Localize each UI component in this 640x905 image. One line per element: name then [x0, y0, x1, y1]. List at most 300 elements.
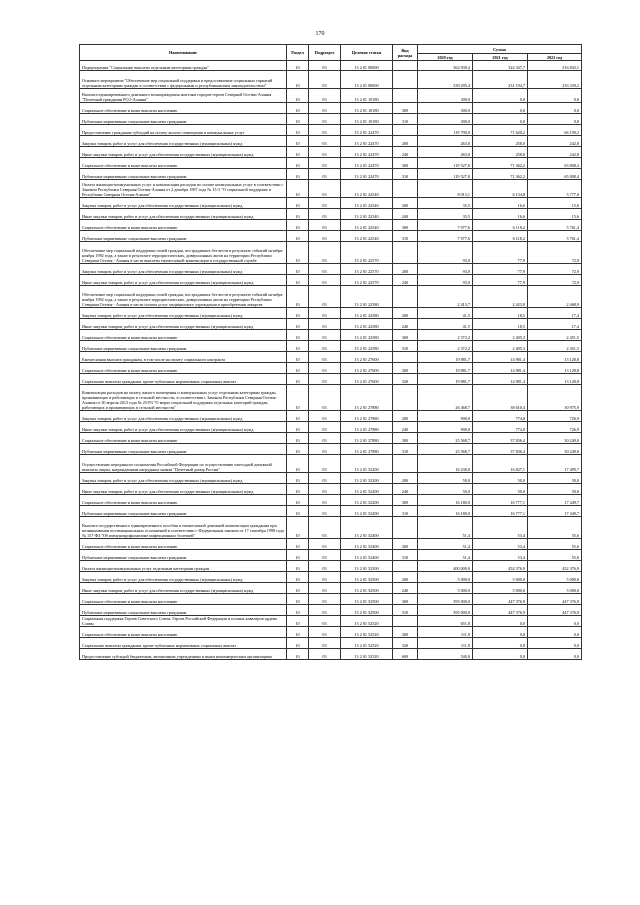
- row-sum-2022: 0,0: [528, 114, 582, 125]
- row-vr: [393, 125, 418, 136]
- table-row: [80, 147, 582, 158]
- row-sum-2021: 14 981,4: [473, 352, 528, 363]
- col-header-name: Наименование: [80, 45, 287, 61]
- row-csr: 13 2 01 22470: [341, 147, 393, 158]
- row-razdel: 10: [287, 583, 309, 594]
- col-header-2021: 2021 год: [473, 54, 528, 61]
- row-sum-2021: 447 376,9: [473, 594, 528, 605]
- row-sum-2021: 0,0: [473, 649, 528, 660]
- row-sum-2022: 50,0: [528, 484, 582, 495]
- row-vr: [393, 89, 418, 103]
- row-sum-2021: 38 610,4: [473, 385, 528, 411]
- table-row: [80, 455, 582, 473]
- row-sum-2021: 16 777,1: [473, 495, 528, 506]
- row-sum-2020: 5 000,0: [418, 583, 473, 594]
- row-vr: 300: [393, 363, 418, 374]
- row-vr: 310: [393, 605, 418, 616]
- row-razdel: 10: [287, 594, 309, 605]
- row-sum-2021: 324 347,7: [473, 61, 528, 71]
- col-header-razdel: Раздел: [287, 45, 309, 61]
- row-name: Социальное обеспечение и иные выплаты населению: [80, 330, 287, 341]
- row-sum-2020: 119 527,0: [418, 158, 473, 169]
- row-sum-2020: 395 000,0: [418, 594, 473, 605]
- table-row: [80, 422, 582, 433]
- row-csr: 13 2 01 52500: [341, 561, 393, 572]
- row-sum-2021: 71 362,2: [473, 158, 528, 169]
- row-vr: [393, 616, 418, 627]
- col-header-2020: 2020 год: [418, 54, 473, 61]
- row-name: Оплата жилищно-коммунальных услуг и компенсация расходов по оплате коммунальных услуг в соответствии с Законом Республики Северная Осетия-Алания от 2 декабря 1997 года № 15-3 "О социальной поддержке в Республике Северная Осетия-Алания": [80, 180, 287, 198]
- row-csr: 13 2 01 52400: [341, 539, 393, 550]
- row-podrazdel: 03: [309, 517, 341, 539]
- row-sum-2022: 50,0: [528, 473, 582, 484]
- row-sum-2022: 0,0: [528, 649, 582, 660]
- table-row: [80, 341, 582, 352]
- row-razdel: 10: [287, 572, 309, 583]
- table-row: [80, 242, 582, 264]
- table-row: [80, 627, 582, 638]
- row-sum-2020: 50,0: [418, 473, 473, 484]
- table-row: [80, 61, 582, 71]
- row-podrazdel: 03: [309, 627, 341, 638]
- row-sum-2020: 26 468,7: [418, 385, 473, 411]
- table-row: [80, 411, 582, 422]
- row-sum-2021: 774,0: [473, 411, 528, 422]
- table-row: [80, 550, 582, 561]
- row-name: Оплата жилищно-коммунальных услуг отдельным категориям граждан: [80, 561, 287, 572]
- row-csr: 13 2 01 27600: [341, 363, 393, 374]
- row-podrazdel: 03: [309, 330, 341, 341]
- row-podrazdel: 03: [309, 594, 341, 605]
- row-sum-2022: 13 128,8: [528, 352, 582, 363]
- row-csr: 13 2 01 52400: [341, 550, 393, 561]
- row-razdel: 10: [287, 539, 309, 550]
- row-name: Публичные нормативные социальные выплаты гражданам: [80, 605, 287, 616]
- table-row: [80, 561, 582, 572]
- row-name: Осуществление переданного полномочия Российской Федерации по осуществлению ежегодной денежной выплаты лицам, награжденным нагрудным знаком "Почетный донор России": [80, 455, 287, 473]
- row-sum-2022: 13 128,8: [528, 363, 582, 374]
- row-vr: 300: [393, 539, 418, 550]
- row-vr: [393, 242, 418, 264]
- row-sum-2020: 16 230,0: [418, 455, 473, 473]
- row-csr: 13 2 01 22540: [341, 180, 393, 198]
- row-sum-2020: 51,4: [418, 550, 473, 561]
- row-sum-2021: 231 194,7: [473, 71, 528, 89]
- col-header-podrazdel: Подраздел: [309, 45, 341, 61]
- row-sum-2022: 66 190,2: [528, 125, 582, 136]
- table-row: [80, 275, 582, 286]
- row-sum-2020: 93,0: [418, 264, 473, 275]
- row-razdel: 10: [287, 433, 309, 444]
- row-podrazdel: 03: [309, 506, 341, 517]
- row-vr: 300: [393, 158, 418, 169]
- row-podrazdel: 03: [309, 422, 341, 433]
- row-sum-2021: 53,4: [473, 550, 528, 561]
- row-podrazdel: 03: [309, 136, 341, 147]
- row-name: Публичные нормативные социальные выплаты гражданам: [80, 444, 287, 455]
- row-sum-2022: 2 451,5: [528, 330, 582, 341]
- row-sum-2021: 258,0: [473, 147, 528, 158]
- row-sum-2021: 37 836,4: [473, 444, 528, 455]
- row-csr: 13 2 01 22540: [341, 231, 393, 242]
- row-sum-2020: 540,0: [418, 649, 473, 660]
- row-vr: 320: [393, 374, 418, 385]
- row-sum-2021: 18,5: [473, 319, 528, 330]
- row-csr: 13 2 01 52400: [341, 517, 393, 539]
- row-sum-2021: 452 376,9: [473, 561, 528, 572]
- row-razdel: 10: [287, 61, 309, 71]
- row-razdel: 10: [287, 649, 309, 660]
- row-razdel: 10: [287, 136, 309, 147]
- table-row: [80, 539, 582, 550]
- table-row: [80, 583, 582, 594]
- row-name: Социальное обеспечение и иные выплаты населению: [80, 627, 287, 638]
- row-sum-2022: 15,6: [528, 209, 582, 220]
- row-sum-2020: 339 295,4: [418, 71, 473, 89]
- table-row: [80, 220, 582, 231]
- row-sum-2021: 0,0: [473, 616, 528, 627]
- row-vr: 300: [393, 627, 418, 638]
- row-sum-2020: 900,0: [418, 411, 473, 422]
- table-row: [80, 180, 582, 198]
- row-podrazdel: 03: [309, 308, 341, 319]
- row-razdel: 10: [287, 561, 309, 572]
- row-csr: 13 2 01 27600: [341, 374, 393, 385]
- row-vr: 240: [393, 275, 418, 286]
- row-sum-2022: 5 000,0: [528, 572, 582, 583]
- row-sum-2020: 25 568,7: [418, 433, 473, 444]
- row-sum-2021: 50,0: [473, 473, 528, 484]
- row-csr: 13 2 01 52500: [341, 605, 393, 616]
- row-csr: 13 2 01 10180: [341, 89, 393, 103]
- table-row: [80, 319, 582, 330]
- row-vr: 310: [393, 444, 418, 455]
- table-row: [80, 616, 582, 627]
- row-name: Подпрограмма "Социальные выплаты отдельным категориям граждан": [80, 61, 287, 71]
- row-name: Социальное обеспечение и иные выплаты населению: [80, 158, 287, 169]
- row-vr: [393, 286, 418, 308]
- row-sum-2022: 17,4: [528, 319, 582, 330]
- row-sum-2020: 119 527,0: [418, 169, 473, 180]
- row-razdel: 10: [287, 209, 309, 220]
- row-podrazdel: 03: [309, 341, 341, 352]
- row-csr: 13 2 01 52200: [341, 484, 393, 495]
- row-sum-2022: 0,0: [528, 627, 582, 638]
- row-vr: 600: [393, 649, 418, 660]
- row-podrazdel: 03: [309, 473, 341, 484]
- row-vr: 240: [393, 484, 418, 495]
- row-sum-2022: 17 499,7: [528, 455, 582, 473]
- row-name: Иные закупки товаров, работ и услуг для обеспечения государственных (муниципальных) нужд: [80, 275, 287, 286]
- row-sum-2020: 2 372,2: [418, 330, 473, 341]
- table-row: [80, 209, 582, 220]
- row-sum-2021: 77,9: [473, 275, 528, 286]
- row-podrazdel: 03: [309, 444, 341, 455]
- col-header-sum: Сумма: [418, 45, 582, 54]
- row-name: Выплата единовременного денежного вознаграждения жителям городов-героев Северной Осетии-Алания "Почетный гражданин РСО-Алания": [80, 89, 287, 103]
- row-vr: 240: [393, 422, 418, 433]
- row-vr: 310: [393, 169, 418, 180]
- row-sum-2022: 0,0: [528, 638, 582, 649]
- table-row: [80, 352, 582, 363]
- row-sum-2022: 72,9: [528, 275, 582, 286]
- row-sum-2020: 651,8: [418, 616, 473, 627]
- table-row: [80, 649, 582, 660]
- row-sum-2020: 41,5: [418, 308, 473, 319]
- row-name: Закупка товаров, работ и услуг для обеспечения государственных (муниципальных) нужд: [80, 572, 287, 583]
- row-sum-2020: 111,9: [418, 638, 473, 649]
- row-vr: [393, 517, 418, 539]
- table-row: [80, 169, 582, 180]
- table-body: [80, 61, 582, 660]
- row-name: Социальное обеспечение и иные выплаты населению: [80, 363, 287, 374]
- row-sum-2022: 316 843,1: [528, 61, 582, 71]
- row-podrazdel: 03: [309, 561, 341, 572]
- table-row: [80, 136, 582, 147]
- row-razdel: 10: [287, 330, 309, 341]
- row-sum-2020: 900,0: [418, 422, 473, 433]
- row-vr: 200: [393, 198, 418, 209]
- row-sum-2022: 233 339,2: [528, 71, 582, 89]
- row-podrazdel: 03: [309, 220, 341, 231]
- row-csr: 13 2 01 22540: [341, 209, 393, 220]
- row-name: Иные закупки товаров, работ и услуг для обеспечения государственных (муниципальных) нужд: [80, 422, 287, 433]
- row-razdel: 10: [287, 103, 309, 114]
- row-sum-2020: 93,0: [418, 275, 473, 286]
- row-sum-2022: 2 468,9: [528, 286, 582, 308]
- row-sum-2020: 263,0: [418, 136, 473, 147]
- table-row: [80, 114, 582, 125]
- row-sum-2022: 15,6: [528, 198, 582, 209]
- row-podrazdel: 03: [309, 319, 341, 330]
- row-sum-2022: 726,9: [528, 422, 582, 433]
- row-razdel: 10: [287, 341, 309, 352]
- row-name: Обеспечение мер социальной поддержки семей граждан, пострадавших без вести в результате событий октября-ноября 1992 года, а также в результате террористических, диверсионных актов на территории Республики Северная Осетия - Алания в части оплаты услуг медицинского учреждения и приобретения лекарств: [80, 286, 287, 308]
- row-podrazdel: 03: [309, 89, 341, 103]
- row-name: Публичные нормативные социальные выплаты гражданам: [80, 169, 287, 180]
- row-razdel: 10: [287, 71, 309, 89]
- row-podrazdel: 03: [309, 374, 341, 385]
- row-sum-2021: 5 000,0: [473, 583, 528, 594]
- row-name: Социальные выплаты гражданам, кроме публичных нормативных социальных выплат: [80, 374, 287, 385]
- row-razdel: 10: [287, 517, 309, 539]
- row-sum-2020: 111,9: [418, 627, 473, 638]
- row-podrazdel: 03: [309, 180, 341, 198]
- row-razdel: 10: [287, 275, 309, 286]
- row-podrazdel: 03: [309, 363, 341, 374]
- row-vr: 310: [393, 341, 418, 352]
- row-razdel: 10: [287, 473, 309, 484]
- row-razdel: 10: [287, 308, 309, 319]
- row-name: Иные закупки товаров, работ и услуг для обеспечения государственных (муниципальных) нужд: [80, 209, 287, 220]
- col-header-csr: Целевая статья: [341, 45, 393, 61]
- row-csr: 13 2 01 52500: [341, 572, 393, 583]
- row-podrazdel: 03: [309, 411, 341, 422]
- table-row: [80, 363, 582, 374]
- row-name: Социальные выплаты гражданам, кроме публичных нормативных социальных выплат: [80, 638, 287, 649]
- table-row: [80, 517, 582, 539]
- table-row: [80, 374, 582, 385]
- row-csr: 13 2 01 10180: [341, 114, 393, 125]
- row-razdel: 10: [287, 158, 309, 169]
- row-podrazdel: 03: [309, 242, 341, 264]
- table-row: [80, 605, 582, 616]
- row-sum-2020: 362 938,4: [418, 61, 473, 71]
- row-sum-2022: 13 128,8: [528, 374, 582, 385]
- row-podrazdel: 03: [309, 539, 341, 550]
- row-csr: 13 2 01 52200: [341, 455, 393, 473]
- row-csr: 13 2 01 22570: [341, 242, 393, 264]
- row-name: Социальное обеспечение и иные выплаты населению: [80, 495, 287, 506]
- page-number: 170: [315, 31, 325, 37]
- row-sum-2021: 77,9: [473, 242, 528, 264]
- table-row: [80, 473, 582, 484]
- row-vr: [393, 352, 418, 363]
- row-csr: 13 2 01 22470: [341, 136, 393, 147]
- row-razdel: 10: [287, 411, 309, 422]
- row-razdel: 10: [287, 220, 309, 231]
- row-csr: 13 2 01 27880: [341, 433, 393, 444]
- row-sum-2021: 16 827,1: [473, 455, 528, 473]
- row-sum-2022: 5 000,0: [528, 583, 582, 594]
- row-sum-2020: 300,0: [418, 103, 473, 114]
- row-podrazdel: 03: [309, 484, 341, 495]
- row-csr: 13 2 01 22570: [341, 275, 393, 286]
- row-sum-2020: 50,0: [418, 484, 473, 495]
- row-name: Закупка товаров, работ и услуг для обеспечения государственных (муниципальных) нужд: [80, 473, 287, 484]
- row-sum-2021: 447 376,9: [473, 605, 528, 616]
- row-name: Закупка товаров, работ и услуг для обеспечения государственных (муниципальных) нужд: [80, 411, 287, 422]
- row-sum-2021: 16,6: [473, 209, 528, 220]
- row-sum-2022: 17 449,7: [528, 495, 582, 506]
- table-row: [80, 231, 582, 242]
- row-razdel: 10: [287, 455, 309, 473]
- row-csr: 13 2 01 22470: [341, 158, 393, 169]
- row-podrazdel: 03: [309, 286, 341, 308]
- row-razdel: 10: [287, 242, 309, 264]
- budget-table: [79, 44, 582, 660]
- row-podrazdel: 03: [309, 61, 341, 71]
- row-razdel: 10: [287, 286, 309, 308]
- row-csr: 13 2 01 22540: [341, 198, 393, 209]
- row-podrazdel: 03: [309, 638, 341, 649]
- table-row: [80, 385, 582, 411]
- row-razdel: 10: [287, 169, 309, 180]
- row-csr: 13 2 01 22580: [341, 341, 393, 352]
- row-name: Иные закупки товаров, работ и услуг для обеспечения государственных (муниципальных) нужд: [80, 583, 287, 594]
- row-sum-2022: 30 975,9: [528, 385, 582, 411]
- row-sum-2022: 55,6: [528, 517, 582, 539]
- row-vr: 240: [393, 319, 418, 330]
- row-csr: 13 2 01 00000: [341, 61, 393, 71]
- row-name: Закупка товаров, работ и услуг для обеспечения государственных (муниципальных) нужд: [80, 308, 287, 319]
- row-sum-2021: 37 836,4: [473, 433, 528, 444]
- row-podrazdel: 03: [309, 583, 341, 594]
- row-csr: 13 2 01 00000: [341, 71, 393, 89]
- row-name: Социальное обеспечение и иные выплаты населению: [80, 539, 287, 550]
- row-name: Социальное обеспечение и иные выплаты населению: [80, 594, 287, 605]
- row-razdel: 10: [287, 422, 309, 433]
- row-sum-2022: 5 761,4: [528, 220, 582, 231]
- row-csr: 13 2 01 22580: [341, 286, 393, 308]
- row-sum-2020: 41,5: [418, 319, 473, 330]
- row-name: Иные закупки товаров, работ и услуг для обеспечения государственных (муниципальных) нужд: [80, 319, 287, 330]
- row-sum-2021: 0,0: [473, 114, 528, 125]
- table-row: [80, 103, 582, 114]
- row-sum-2021: 774,0: [473, 422, 528, 433]
- row-sum-2022: 242,8: [528, 147, 582, 158]
- row-name: Иные закупки товаров, работ и услуг для обеспечения государственных (муниципальных) нужд: [80, 484, 287, 495]
- row-razdel: 10: [287, 147, 309, 158]
- row-sum-2021: 0,0: [473, 638, 528, 649]
- row-vr: 310: [393, 231, 418, 242]
- row-sum-2021: 14 981,4: [473, 363, 528, 374]
- row-sum-2020: 2 413,7: [418, 286, 473, 308]
- row-name: Закупка товаров, работ и услуг для обеспечения государственных (муниципальных) нужд: [80, 264, 287, 275]
- row-sum-2020: 7 977,6: [418, 231, 473, 242]
- row-vr: [393, 385, 418, 411]
- row-sum-2020: 300,0: [418, 114, 473, 125]
- row-name: Закупка товаров, работ и услуг для обеспечения государственных (муниципальных) нужд: [80, 198, 287, 209]
- row-name: Публичные нормативные социальные выплаты гражданам: [80, 550, 287, 561]
- row-sum-2022: 30 249,0: [528, 444, 582, 455]
- row-csr: 13 2 01 22580: [341, 330, 393, 341]
- row-podrazdel: 03: [309, 125, 341, 136]
- row-sum-2021: 258,0: [473, 136, 528, 147]
- row-sum-2021: 77,9: [473, 264, 528, 275]
- row-vr: 310: [393, 114, 418, 125]
- row-podrazdel: 03: [309, 209, 341, 220]
- row-podrazdel: 03: [309, 169, 341, 180]
- row-sum-2022: 726,9: [528, 411, 582, 422]
- row-sum-2022: 0,0: [528, 616, 582, 627]
- row-sum-2022: 55,6: [528, 550, 582, 561]
- row-name: Предоставление гражданам субсидий на оплату жилого помещения и коммунальных услуг: [80, 125, 287, 136]
- row-sum-2020: 51,4: [418, 539, 473, 550]
- row-sum-2021: 53,4: [473, 517, 528, 539]
- row-name: Иные закупки товаров, работ и услуг для обеспечения государственных (муниципальных) нужд: [80, 147, 287, 158]
- row-sum-2020: 51,4: [418, 517, 473, 539]
- row-sum-2022: 72,9: [528, 242, 582, 264]
- row-sum-2022: 17,4: [528, 308, 582, 319]
- row-name: Компенсация расходов на оплату жилого помещения и коммунальных услуг отдельным категориям граждан, проживающих и работающих в сельской местности, в соответствии с Законом Республики Северная Осетия-Алания от 30 апреля 2013 года № 25-РЗ "О мерах социальной поддержки отдельных категорий граждан, работающих и проживающих в сельской местности": [80, 385, 287, 411]
- row-sum-2021: 5 000,0: [473, 572, 528, 583]
- row-razdel: 10: [287, 616, 309, 627]
- row-name: Ежемесячная выплата гражданам, в том числе на оплату социального контракта: [80, 352, 287, 363]
- row-podrazdel: 03: [309, 71, 341, 89]
- table-row: [80, 125, 582, 136]
- row-name: Социальное обеспечение и иные выплаты населению: [80, 103, 287, 114]
- col-header-2022: 2022 год: [528, 54, 582, 61]
- row-sum-2021: 0,0: [473, 103, 528, 114]
- table-row: [80, 495, 582, 506]
- row-podrazdel: 03: [309, 550, 341, 561]
- row-csr: 13 2 01 52520: [341, 627, 393, 638]
- row-sum-2022: 242,8: [528, 136, 582, 147]
- row-podrazdel: 03: [309, 433, 341, 444]
- row-podrazdel: 03: [309, 114, 341, 125]
- row-vr: 320: [393, 638, 418, 649]
- row-vr: [393, 61, 418, 71]
- row-vr: 240: [393, 583, 418, 594]
- row-razdel: 10: [287, 114, 309, 125]
- row-sum-2022: 0,0: [528, 103, 582, 114]
- row-razdel: 10: [287, 638, 309, 649]
- row-sum-2020: 93,0: [418, 242, 473, 264]
- row-sum-2022: 65 808,4: [528, 169, 582, 180]
- row-name: Основное мероприятие "Обеспечение мер социальной поддержки и предоставление социальных гарантий отдельным категориям граждан в соответствии с федеральным и республиканским законодательством": [80, 71, 287, 89]
- row-razdel: 10: [287, 627, 309, 638]
